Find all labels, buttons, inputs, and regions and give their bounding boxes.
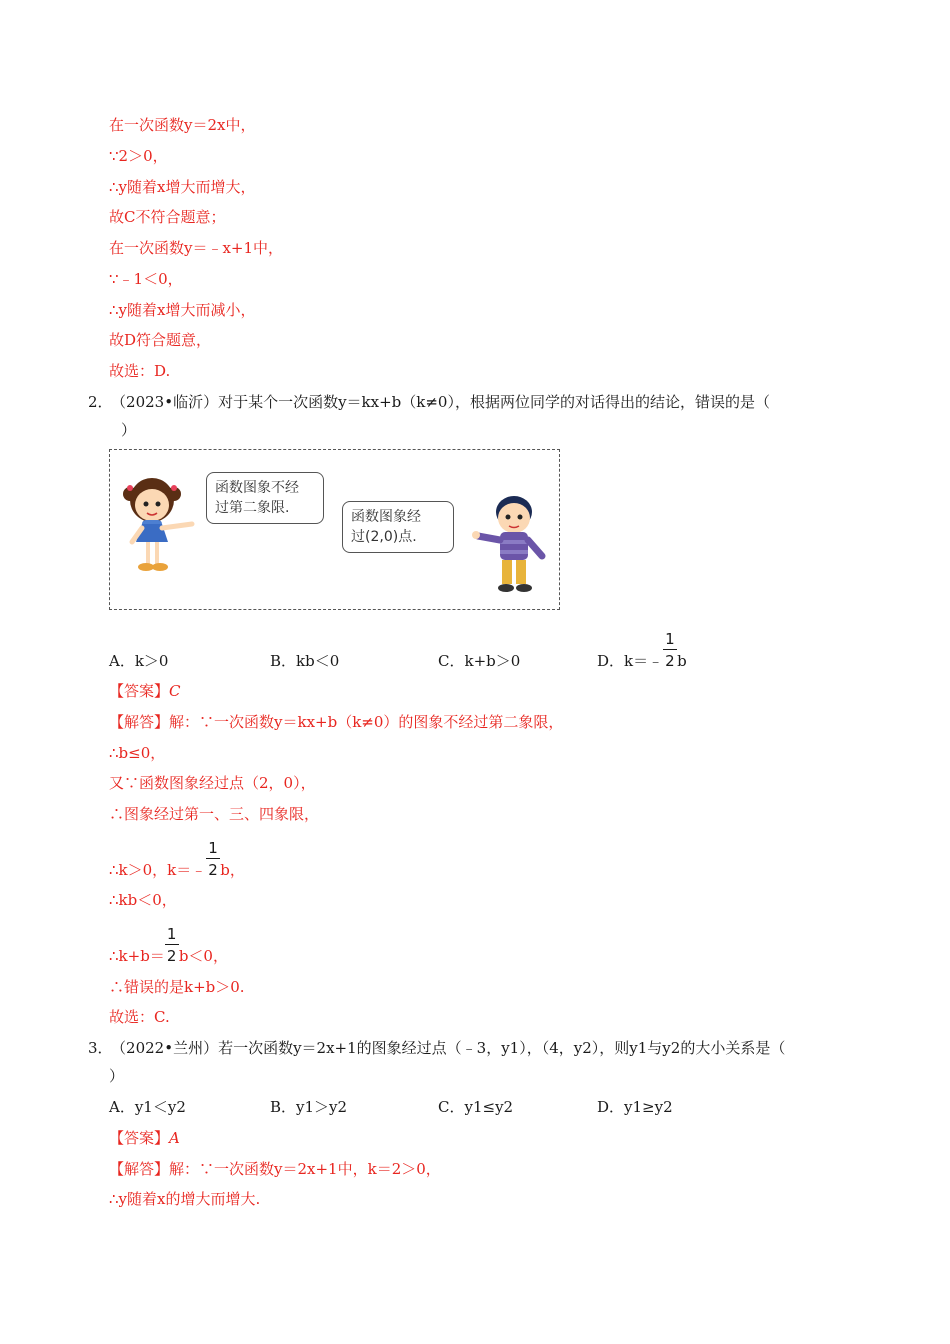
answer-label: 【答案】	[109, 1129, 170, 1147]
analysis-label: 【解答】	[109, 1160, 170, 1178]
solution-line: 故D符合题意，	[109, 331, 212, 349]
question-2-stem	[88, 392, 770, 412]
option-c: C．y1≤y2	[438, 1098, 514, 1116]
boy-illustration	[472, 490, 556, 600]
answer-value: C	[169, 682, 181, 700]
question-number: 3．	[88, 1039, 113, 1057]
speech-bubble-boy: 函数图象经 过(2,0)点.	[342, 501, 454, 553]
dialogue-figure	[109, 449, 560, 610]
analysis-line: ∴b≤0，	[109, 744, 166, 762]
option-b: B．kb＜0	[270, 652, 340, 670]
option-a: A．y1＜y2	[109, 1098, 186, 1116]
answer-label: 【答案】	[109, 682, 170, 700]
option-c: C．k+b＞0	[438, 652, 521, 670]
question-text: （2022•兰州）若一次函数y＝2x+1的图象经过点（﹣3，y1），（4，y2），则y1与y2的大小关系是（	[118, 1039, 786, 1057]
solution-line: 故选：D.	[109, 362, 171, 380]
option-b: B．y1＞y2	[270, 1098, 348, 1116]
solution-line: ∴y随着x增大而减小，	[109, 301, 256, 319]
analysis-line: ∴错误的是k+b＞0.	[109, 978, 245, 996]
option-a: A．k＞0	[109, 652, 169, 670]
fraction: $\frac{1}{2}$	[663, 651, 677, 671]
solution-line: 在一次函数y＝﹣x+1中，	[109, 239, 284, 257]
question-3-stem-cont: ）	[109, 1067, 125, 1085]
analysis-line: ∴y随着x的增大而增大.	[109, 1190, 261, 1208]
solution-line: ∵2＞0，	[109, 147, 168, 165]
speech-bubble-girl: 函数图象不经 过第二象限.	[206, 472, 324, 524]
analysis-line: 又∵函数图象经过点（2，0），	[109, 774, 316, 792]
analysis-line: ∴kb＜0，	[109, 891, 177, 909]
solution-line: 故C不符合题意；	[109, 208, 226, 226]
answer-line	[109, 1128, 180, 1148]
analysis-line: ∴k+b＝ $\frac{1}{2}$ b＜0，	[109, 925, 228, 965]
analysis-line: 【解答】解：∵一次函数y＝kx+b（k≠0）的图象不经过第二象限，	[109, 713, 564, 731]
solution-line: ∵﹣1＜0，	[109, 270, 183, 288]
question-text: （2023•临沂）对于某个一次函数y＝kx+b（k≠0），根据两位同学的对话得出的结论，错误的是（	[118, 393, 770, 411]
option-d: D．k＝﹣ $\frac{1}{2}$ b	[597, 630, 687, 670]
analysis-line: 故选：C.	[109, 1008, 170, 1026]
solution-line: ∴y随着x增大而增大，	[109, 178, 256, 196]
fraction: $\frac{1}{2}$	[206, 860, 220, 880]
question-2-stem-cont: ）	[121, 421, 137, 439]
solution-line: 在一次函数y＝2x中，	[109, 116, 256, 134]
analysis-label: 【解答】	[109, 713, 170, 731]
analysis-line: 【解答】解：∵一次函数y＝2x+1中，k＝2＞0，	[109, 1160, 441, 1178]
analysis-line: ∴k＞0，k＝﹣ $\frac{1}{2}$ b，	[109, 839, 245, 879]
question-3-stem	[88, 1038, 785, 1058]
fraction: $\frac{1}{2}$	[165, 946, 179, 966]
analysis-line: ∴图象经过第一、三、四象限，	[109, 805, 320, 823]
option-d: D．y1≥y2	[597, 1098, 673, 1116]
answer-value: A	[169, 1129, 180, 1147]
girl-illustration	[122, 472, 202, 587]
answer-line	[109, 681, 181, 701]
question-number: 2．	[88, 393, 113, 411]
